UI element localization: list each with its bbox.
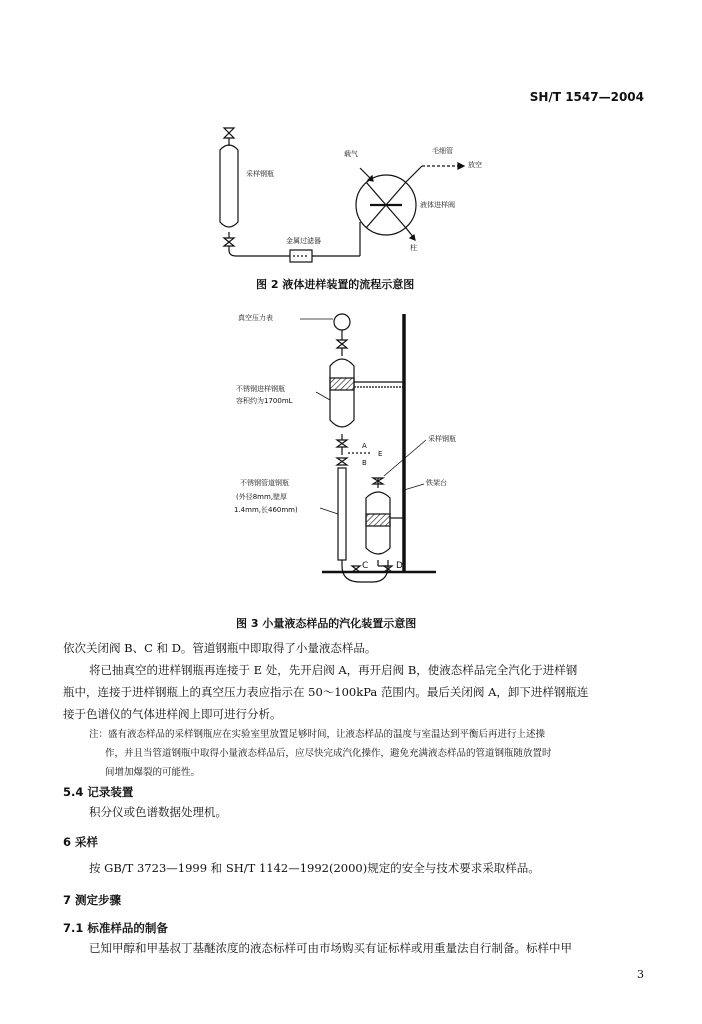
label-inlet-cylinder-1: 不锈钢进样钢瓶 <box>236 385 285 393</box>
doc-code: SH/T 1547—2004 <box>529 90 644 104</box>
paragraph-2-line-1: 将已抽真空的进样钢瓶再连接于 E 处，先开启阀 A，再开启阀 B，使液态样品完全汽化于进样钢 <box>89 663 578 677</box>
paragraph-2-line-3: 接于色谱仪的气体进样阀上即可进行分析。 <box>63 707 282 721</box>
paragraph-1: 依次关闭阀 B、C 和 D。管道钢瓶中即取得了小量液态样品。 <box>63 641 377 655</box>
figure2-caption: 图 2 液体进样装置的流程示意图 <box>256 278 415 291</box>
label-pipe-1: 不锈钢管道钢瓶 <box>240 479 289 487</box>
section-6-text: 按 GB/T 3723—1999 和 SH/T 1142—1992(2000)规定的安全与技术要求采取样品。 <box>89 861 540 875</box>
section-5-4-text: 积分仪或色谱数据处理机。 <box>89 805 227 819</box>
figure3-caption: 图 3 小量液态样品的汽化装置示意图 <box>236 617 417 630</box>
section-7-title: 7 测定步骤 <box>63 893 122 907</box>
note-line-2: 作，并且当管道钢瓶中取得小量液态样品后，应尽快完成汽化操作，避免充满液态样品的管道钢瓶随放置时 <box>105 748 552 759</box>
note-line-3: 间增加爆裂的可能性。 <box>105 767 201 778</box>
label-liquid-valve: 液体进样阀 <box>420 201 455 209</box>
label-sample-cylinder-3: 采样钢瓶 <box>428 435 456 443</box>
section-6-title: 6 采样 <box>63 835 99 849</box>
section-7-1-text: 已知甲醇和甲基叔丁基醚浓度的液态标样可由市场购买有证标样或用重量法自行制备。标样中甲 <box>89 941 572 955</box>
label-vent: 放空 <box>468 161 482 169</box>
label-vacuum-gauge: 真空压力表 <box>238 314 273 322</box>
section-7-1-title: 7.1 标准样品的制备 <box>63 921 168 935</box>
label-capillary: 毛细管 <box>432 147 453 155</box>
label-valve-d: D <box>396 561 403 571</box>
section-5-4-title: 5.4 记录装置 <box>63 785 134 799</box>
label-pipe-2: (外径8mm,壁厚 <box>236 493 288 501</box>
label-column: 柱 <box>410 244 417 252</box>
label-sample-cylinder: 采样钢瓶 <box>246 170 274 178</box>
label-inlet-cylinder-2: 容积约为1700mL <box>236 397 293 405</box>
label-valve-e: E <box>378 450 383 458</box>
label-valve-a: A <box>362 442 367 450</box>
label-valve-c: C <box>362 561 369 571</box>
paragraph-2-line-2: 瓶中，连接于进样钢瓶上的真空压力表应指示在 50～100kPa 范围内。最后关闭阀 A，卸下进样钢瓶连 <box>63 685 589 699</box>
label-metal-filter: 金属过滤器 <box>286 237 321 245</box>
label-valve-b: B <box>362 459 367 467</box>
page-number: 3 <box>637 968 644 981</box>
note-line-1: 注：盛有液态样品的采样钢瓶应在实验室里放置足够时间，让液态样品的温度与室温达到平衡后再进行上述操 <box>89 729 546 740</box>
label-iron-stand: 铁架台 <box>426 479 447 487</box>
label-pipe-3: 1.4mm,长460mm) <box>234 506 298 514</box>
label-carrier-gas: 载气 <box>344 150 358 158</box>
